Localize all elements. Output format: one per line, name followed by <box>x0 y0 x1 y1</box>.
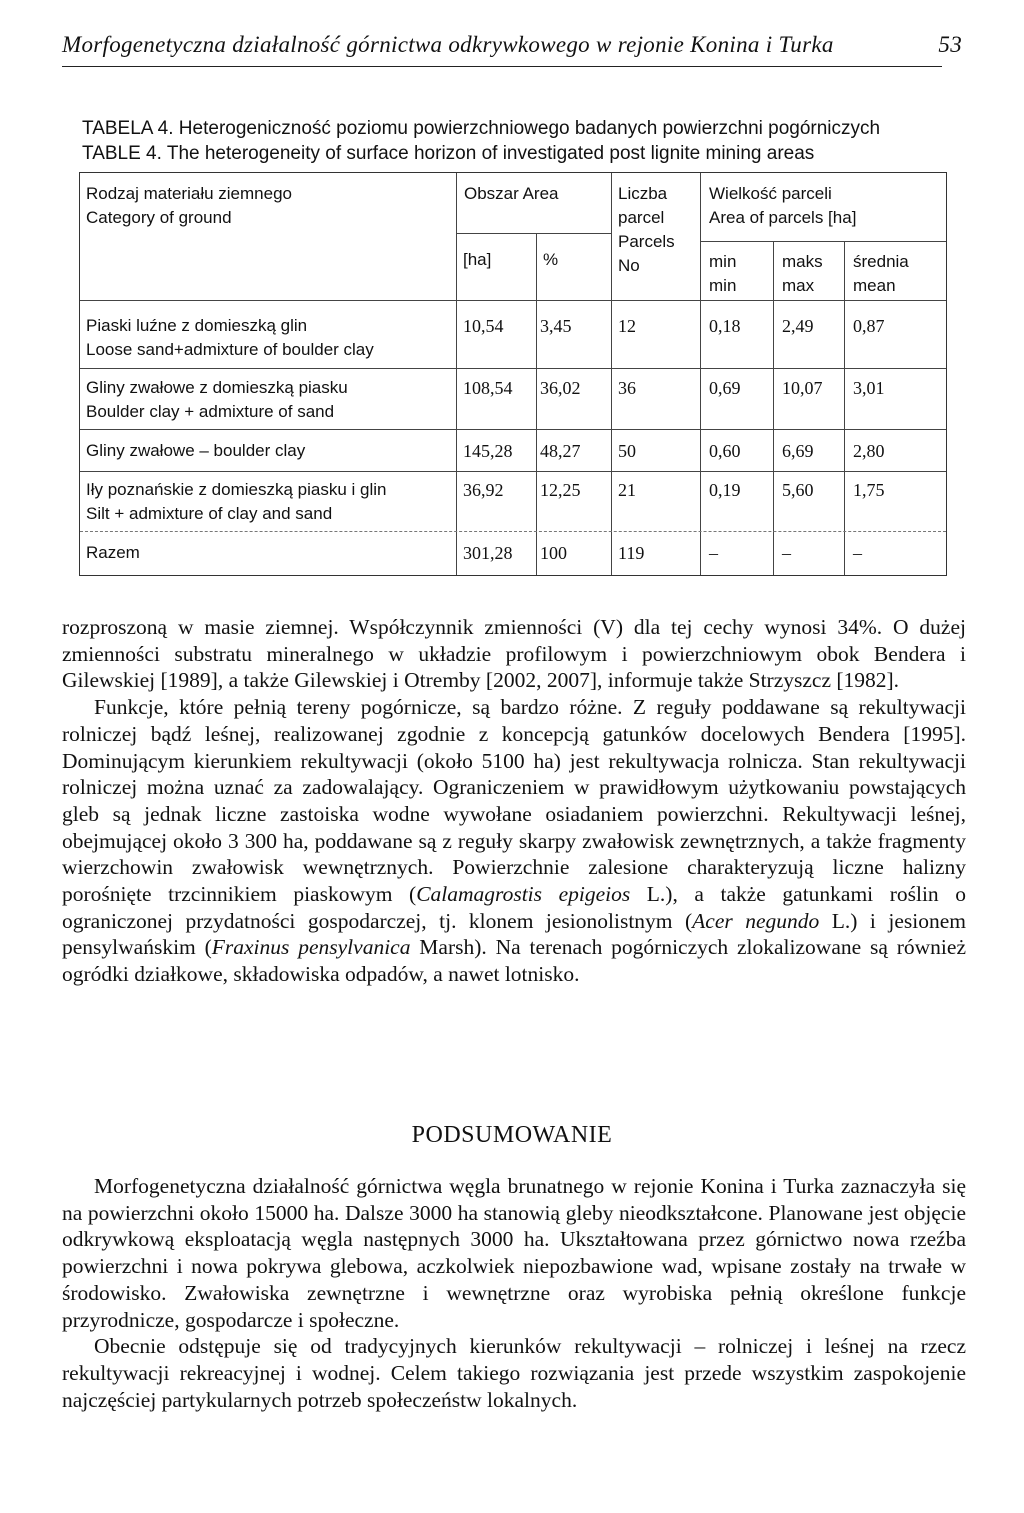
table-divider <box>844 241 845 575</box>
row-name-pl: Iły poznańskie z domieszką piasku i glin <box>86 480 387 499</box>
row-name-en: Loose sand+admixture of boulder clay <box>86 340 374 359</box>
cell-count: 21 <box>618 480 636 500</box>
species-name: Calamagrostis epigeios <box>416 882 631 907</box>
cell-mean: – <box>853 543 862 563</box>
header-rule <box>62 66 942 67</box>
cell-area-pct: 12,25 <box>540 480 581 500</box>
data-table <box>79 172 947 576</box>
paragraph: Morfogenetyczna działalność górnictwa węgla brunatnego w rejonie Konina i Turka zaznaczyła się na powierzchni około 15000 ha. Dalsze 3000 ha stanowią gleby nieodkształcone. Planowane jest objęcie odkrywkową eksploatacją węgla następnych 3000 ha. Ukształtowana przez górnictwo nowa rzeźba powierzchni i nowa pokrywa glebowa, aczkolwiek niepozbawione wad, wpisane zostały na trwałe w środowisko. Zwałowiska zewnętrzne i wewnętrzne oraz wyrobiska pełnią określone funkcje przyrodnicze, gospodarcze i społeczne. <box>62 1174 966 1332</box>
cell-count: 50 <box>618 441 636 461</box>
header-count-line1: Liczba <box>618 184 668 203</box>
body-text-upper <box>62 614 966 988</box>
table-rule <box>80 368 946 369</box>
row-name-pl: Razem <box>86 543 140 562</box>
cell-min: – <box>709 543 718 563</box>
table-divider <box>700 173 701 575</box>
cell-max: 6,69 <box>782 441 814 461</box>
table-rule <box>80 531 946 532</box>
cell-max: 2,49 <box>782 316 814 336</box>
header-area: Obszar Area <box>464 184 559 203</box>
cell-max: 10,07 <box>782 378 823 398</box>
cell-area-ha: 10,54 <box>463 316 504 336</box>
row-name-pl: Gliny zwałowe – boulder clay <box>86 441 306 460</box>
cell-min: 0,69 <box>709 378 741 398</box>
page-number: 53 <box>938 32 962 57</box>
header-count-line3: Parcels <box>618 232 675 251</box>
table-rule <box>80 471 946 472</box>
cell-area-pct: 3,45 <box>540 316 572 336</box>
cell-mean: 1,75 <box>853 480 885 500</box>
cell-min: 0,60 <box>709 441 741 461</box>
cell-area-ha: 108,54 <box>463 378 513 398</box>
paragraph-text: L.) i jesionem pensylwańskim ( <box>62 908 967 960</box>
cell-mean: 0,87 <box>853 316 885 336</box>
species-name: Fraxinus pensylvanica <box>211 935 411 960</box>
header-mean-en: mean <box>853 276 896 295</box>
cell-area-ha: 301,28 <box>463 543 513 563</box>
header-count-line2: parcel <box>618 208 665 227</box>
cell-mean: 2,80 <box>853 441 885 461</box>
table-rule <box>80 300 946 301</box>
header-mean-pl: średnia <box>853 252 909 271</box>
header-count-line4: No <box>618 256 640 275</box>
paragraph: rozproszoną w masie ziemnej. Współczynnik zmienności (V) dla tej cechy wynosi 34%. O dużej zmienności substratu mineralnego w układzie profilowym i powierzchniowym obok Bendera i Gilewskiej [1989], a także Gilewskiej i Otremby [2002, 2007], informuje także Strzyszcz [1982]. <box>62 615 966 693</box>
header-size-pl: Wielkość parceli <box>709 184 832 203</box>
cell-mean: 3,01 <box>853 378 885 398</box>
paragraph <box>62 694 966 988</box>
cell-max: – <box>782 543 791 563</box>
header-max-pl: maks <box>782 252 823 271</box>
section-title: PODSUMOWANIE <box>411 1122 613 1148</box>
cell-min: 0,18 <box>709 316 741 336</box>
paragraph-text: Marsh). Na terenach pogórniczych zlokalizowane są również ogródki działkowe, składowiska odpadów, a nawet lotnisko. <box>62 935 966 987</box>
cell-area-pct: 48,27 <box>540 441 581 461</box>
header-category-en: Category of ground <box>86 208 232 227</box>
cell-max: 5,60 <box>782 480 814 500</box>
species-name: Acer negundo <box>692 908 820 933</box>
row-name-pl: Piaski luźne z domieszką glin <box>86 316 308 335</box>
cell-count: 36 <box>618 378 636 398</box>
paragraph-text: Funkcje, które pełnią tereny pogórnicze, są bardzo różne. Z reguły poddawane są rekultywacji rolniczej bądź leśnej, realizowanej zgodnie z koncepcją gatunków docelowych Bendera [1995]. Dominującym kierunkiem rekultywacji (około 5100 ha) jest rekultywacja rolnicza. Stan rekultywacji rolniczej można uznać za zadowalający. Ograniczeniem w prawidłowym użytkowaniu powstających gleb są jednak liczne zastoiska wodne wywołane osiadaniem powierzchni. Rekultywacji leśnej, obejmującej około 3 300 ha, poddawane są z reguły skarpy zwałowisk zewnętrznych, a także fragmenty wierzchowin zwałowisk wewnętrznych. Powierzchnie zalesione charakteryzują liczne halizny porośnięte trzcinnikiem piaskowym ( <box>62 695 966 907</box>
header-min-pl: min <box>709 252 737 271</box>
table-caption-pl: TABELA 4. Heterogeniczność poziomu powierzchniowego badanych powierzchni pogórniczych <box>82 118 881 139</box>
table-rule <box>700 241 946 242</box>
paragraph: Obecnie odstępuje się od tradycyjnych kierunków rekultywacji – rolniczej i leśnej na rzecz rekultywacji rekreacyjnej i wodnej. Celem takiego rozwiązania jest przede wszystkim zaspokojenie najczęściej partykularnych potrzeb społeczeństw lokalnych. <box>62 1334 966 1412</box>
header-category-pl: Rodzaj materiału ziemnego <box>86 184 292 203</box>
cell-min: 0,19 <box>709 480 741 500</box>
cell-count: 12 <box>618 316 636 336</box>
cell-area-pct: 100 <box>540 543 567 563</box>
row-name-pl: Gliny zwałowe z domieszką piasku <box>86 378 348 397</box>
running-title: Morfogenetyczna działalność górnictwa odkrywkowego w rejonie Konina i Turka <box>62 32 834 57</box>
row-name-en: Boulder clay + admixture of sand <box>86 402 335 421</box>
table-divider <box>611 173 612 575</box>
header-size-en: Area of parcels [ha] <box>709 208 857 227</box>
header-min-en: min <box>709 276 737 295</box>
table-divider <box>536 233 537 575</box>
table-rule <box>456 233 611 234</box>
cell-area-pct: 36,02 <box>540 378 581 398</box>
header-max-en: max <box>782 276 815 295</box>
table-rule <box>80 429 946 430</box>
header-area-pct: % <box>543 250 559 269</box>
header-area-ha: [ha] <box>463 250 492 269</box>
table-divider <box>773 241 774 575</box>
cell-area-ha: 145,28 <box>463 441 513 461</box>
paragraph-text: L.), a także gatunkami roślin o ograniczonej przydatności gospodarczej, tj. klonem jesionolistnym ( <box>62 882 966 933</box>
row-name-en: Silt + admixture of clay and sand <box>86 504 333 523</box>
cell-count: 119 <box>618 543 645 563</box>
table-caption-en: TABLE 4. The heterogeneity of surface horizon of investigated post lignite mining areas <box>82 143 815 164</box>
body-text-lower <box>62 1173 966 1413</box>
cell-area-ha: 36,92 <box>463 480 504 500</box>
